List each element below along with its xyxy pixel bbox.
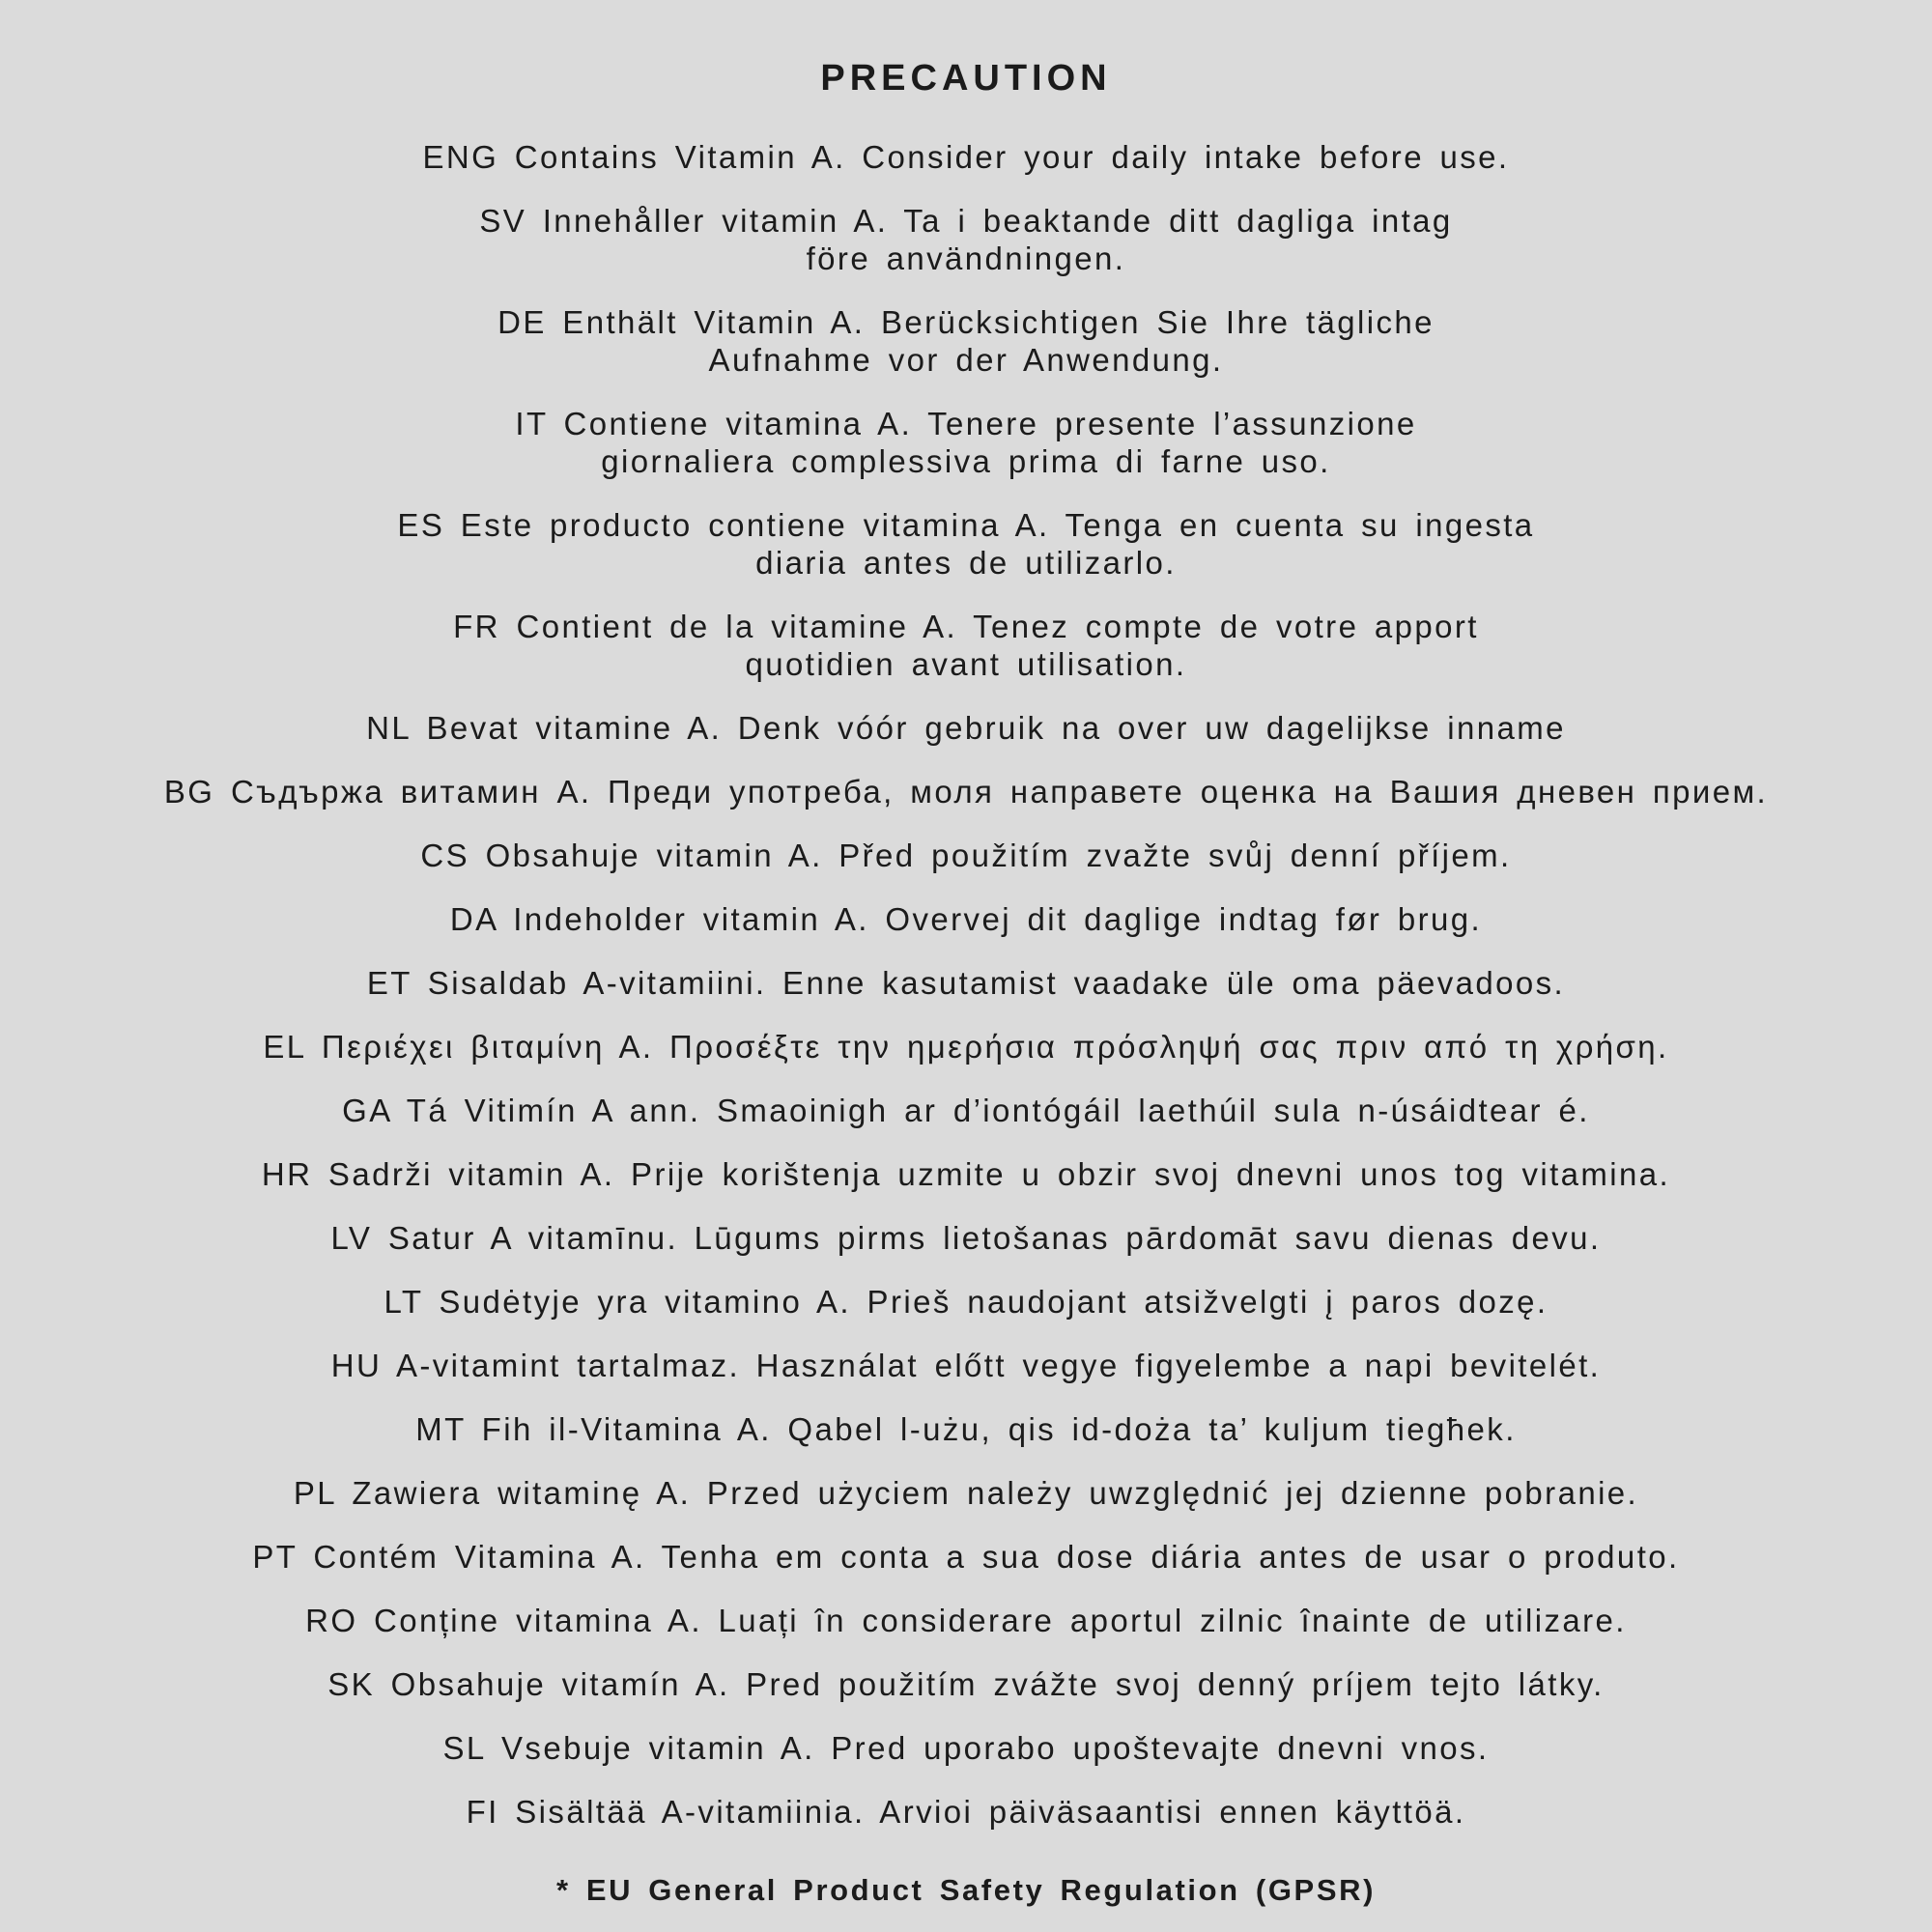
entry-line: DA Indeholder vitamin A. Overvej dit daglige indtag før brug. [449,901,1483,937]
precaution-entry-nl [0,709,1932,747]
entry-line: giornaliera complessiva prima di farne uso. [601,443,1331,479]
entry-line: före användningen. [806,241,1126,276]
entry-line: EL Περιέχει βιταμίνη Α. Προσέξτε την ημερήσια πρόσληψή σας πριν από τη χρήση. [263,1029,1669,1065]
precaution-entry-lv [0,1219,1932,1257]
precaution-entry-hu [0,1347,1932,1384]
precaution-entry-ro [0,1602,1932,1639]
entry-line: SK Obsahuje vitamín A. Pred použitím zvážte svoj denný príjem tejto látky. [327,1666,1605,1702]
precaution-entry-mt [0,1410,1932,1448]
precaution-entry-fr [0,608,1932,683]
entry-line: ET Sisaldab A-vitamiini. Enne kasutamist vaadake üle oma päevadoos. [366,965,1566,1001]
entry-line: LV Satur A vitamīnu. Lūgums pirms lietošanas pārdomāt savu dienas devu. [330,1220,1602,1256]
entry-line: Aufnahme vor der Anwendung. [708,342,1224,378]
entry-line: HR Sadrži vitamin A. Prije korištenja uzmite u obzir svoj dnevni unos tog vitamina. [261,1156,1671,1192]
precaution-entry-cs [0,837,1932,874]
precaution-entry-fi [0,1793,1932,1831]
entry-line: IT Contiene vitamina A. Tenere presente l’assunzione [515,406,1417,441]
entry-line: MT Fih il-Vitamina A. Qabel l-użu, qis id-doża ta’ kuljum tiegħek. [415,1411,1517,1447]
entry-line: PL Zawiera witaminę A. Przed użyciem należy uwzględnić jej dzienne pobranie. [293,1475,1639,1511]
entry-line: FR Contient de la vitamine A. Tenez compte de votre apport [453,609,1479,644]
page-title: PRECAUTION [820,58,1112,99]
precaution-list [0,138,1932,1831]
precaution-entry-es [0,506,1932,582]
entry-line: GA Tá Vitimín A ann. Smaoinigh ar d’iontógáil laethúil sula n-úsáidtear é. [342,1093,1590,1128]
entry-line: HU A-vitamint tartalmaz. Használat előtt vegye figyelembe a napi bevitelét. [330,1348,1602,1383]
precaution-entry-eng [0,138,1932,176]
entry-line: SV Innehåller vitamin A. Ta i beaktande ditt dagliga intag [479,203,1453,239]
precaution-entry-da [0,900,1932,938]
entry-line: LT Sudėtyje yra vitamino A. Prieš naudojant atsižvelgti į paros dozę. [384,1284,1548,1320]
entry-line: ENG Contains Vitamin A. Consider your daily intake before use. [422,139,1510,175]
precaution-entry-sl [0,1729,1932,1767]
precaution-entry-sk [0,1665,1932,1703]
precaution-entry-pt [0,1538,1932,1576]
entry-line: PT Contém Vitamina A. Tenha em conta a sua dose diária antes de usar o produto. [252,1539,1680,1575]
entry-line: NL Bevat vitamine A. Denk vóór gebruik na over uw dagelijkse inname [366,710,1566,746]
footnote: * EU General Product Safety Regulation (GPSR) [555,1873,1377,1907]
entry-line: diaria antes de utilizarlo. [755,545,1177,581]
precaution-entry-pl [0,1474,1932,1512]
entry-line: CS Obsahuje vitamin A. Před použitím zvažte svůj denní příjem. [420,838,1512,873]
precaution-entry-lt [0,1283,1932,1321]
entry-line: SL Vsebuje vitamin A. Pred uporabo upoštevajte dnevni vnos. [442,1730,1490,1766]
entry-line: FI Sisältää A-vitamiinia. Arvioi päiväsaantisi ennen käyttöä. [466,1794,1466,1830]
entry-line: quotidien avant utilisation. [745,646,1187,682]
precaution-entry-ga [0,1092,1932,1129]
precaution-entry-de [0,303,1932,379]
precaution-entry-it [0,405,1932,480]
entry-line: RO Conține vitamina A. Luați în considerare aportul zilnic înainte de utilizare. [305,1603,1627,1638]
precaution-entry-bg [0,773,1932,810]
entry-line: ES Este producto contiene vitamina A. Tenga en cuenta su ingesta [397,507,1535,543]
entry-line: DE Enthält Vitamin A. Berücksichtigen Sie Ihre tägliche [497,304,1435,340]
precaution-entry-sv [0,202,1932,277]
entry-line: BG Съдържа витамин А. Преди употреба, моля направете оценка на Вашия дневен прием. [163,774,1769,810]
precaution-entry-et [0,964,1932,1002]
precaution-entry-el [0,1028,1932,1065]
precaution-entry-hr [0,1155,1932,1193]
